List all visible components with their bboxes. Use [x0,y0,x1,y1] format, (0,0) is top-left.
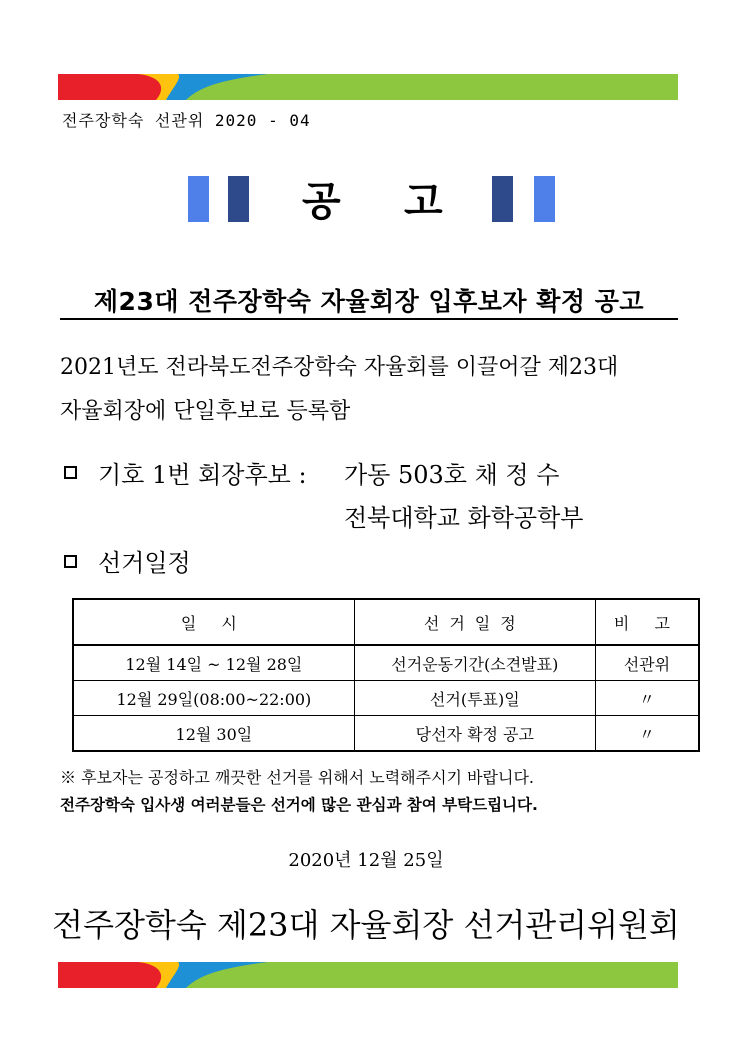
table-cell: 12월 30일 [73,716,354,752]
announcement-subject: 제23대 전주장학숙 자율회장 입후보자 확정 공고 [93,287,645,316]
table-cell: 당선자 확정 공고 [354,716,595,752]
title-bar-dark-right [492,176,513,222]
candidate-name: 가동 503호 채 정 수 [344,461,560,489]
table-cell: 선관위 [595,645,699,681]
committee-name: 전주장학숙 제23대 자율회장 선거관리위원회 [52,906,680,944]
table-cell: 12월 29일(08:00~22:00) [73,681,354,716]
top-decorative-band [58,74,678,100]
paragraph-line-2: 자율회장에 단일후보로 등록함 [60,399,351,424]
table-header-cell: 일 시 [73,599,354,645]
paragraph-line-1: 2021년도 전라북도전주장학숙 자율회를 이끌어갈 제23대 [60,355,619,380]
title-bar-light-right [534,176,555,222]
subject-underline [60,318,678,320]
table-row [73,716,699,752]
table-cell: 〃 [595,681,699,716]
table-header-cell: 비 고 [595,599,699,645]
table-cell: 〃 [595,716,699,752]
title-char-go: 고 [404,179,443,225]
checkbox-bullet-icon [64,466,77,479]
table-cell: 선거(투표)일 [354,681,595,716]
schedule-table [72,598,700,752]
candidate-department: 전북대학교 화학공학부 [344,504,584,532]
candidate-label: 기호 1번 회장후보 : [98,461,307,489]
table-row [73,681,699,716]
schedule-heading: 선거일정 [98,549,191,577]
note-line-2: 전주장학숙 입사생 여러분들은 선거에 많은 관심과 참여 부탁드립니다. [60,796,538,814]
table-row [73,645,699,681]
bottom-decorative-band [58,962,678,988]
table-header-cell: 선거일정 [354,599,595,645]
announcement-date: 2020년 12월 25일 [288,850,444,871]
title-char-gong: 공 [302,179,341,225]
title-bar-dark-left [228,176,249,222]
table-cell: 선거운동기간(소견발표) [354,645,595,681]
table-header-row [73,599,699,645]
document-number: 전주장학숙 선관위 2020 - 04 [62,111,311,130]
note-line-1: ※ 후보자는 공정하고 깨끗한 선거를 위해서 노력해주시기 바랍니다. [60,768,535,787]
title-bar-light-left [188,176,209,222]
table-cell: 12월 14일 ~ 12월 28일 [73,645,354,681]
checkbox-bullet-icon [64,555,77,568]
